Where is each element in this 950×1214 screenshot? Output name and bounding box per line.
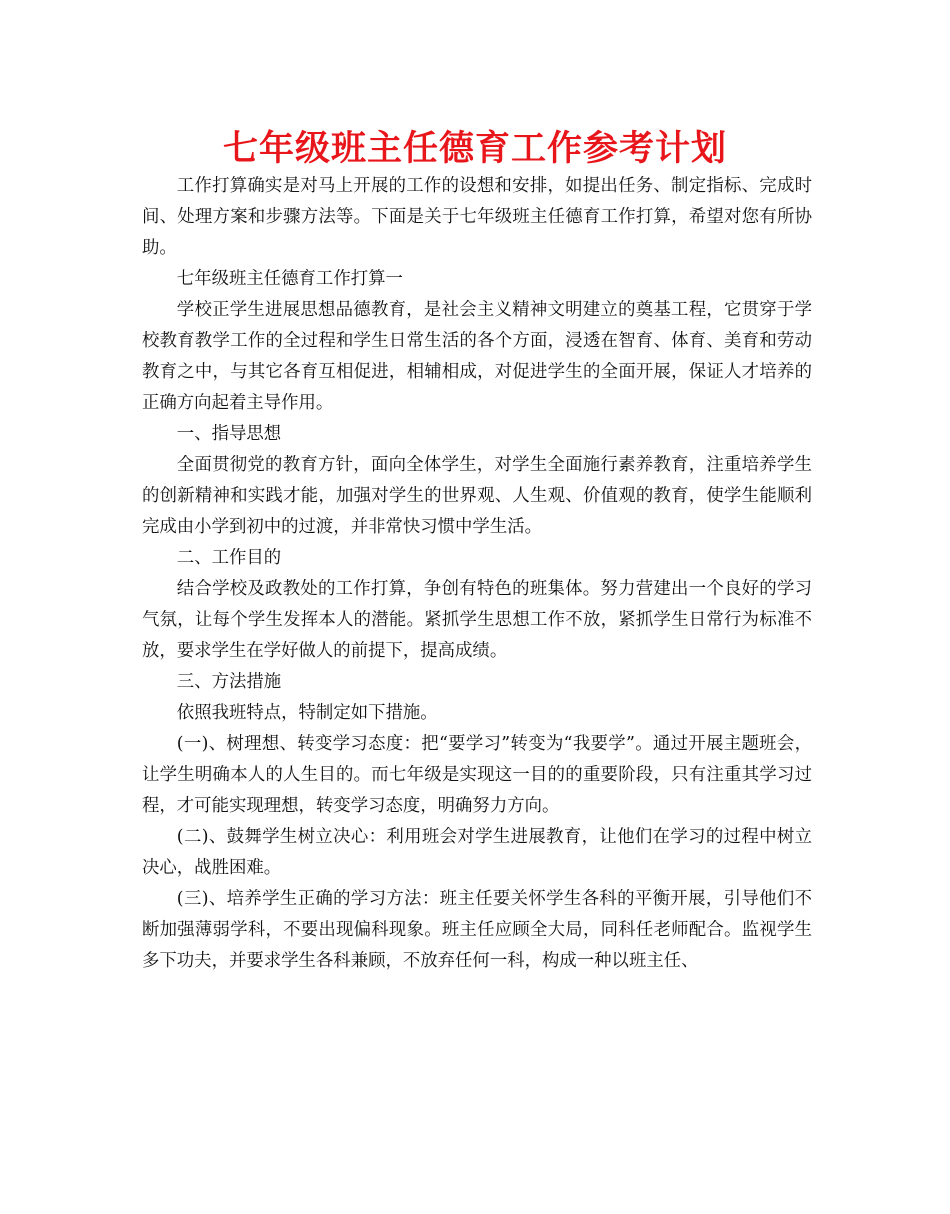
heading-methods: 三、方法措施: [176, 672, 282, 692]
document-body: [142, 171, 812, 977]
heading-guiding-ideology: 一、指导思想: [176, 424, 282, 444]
heading-work-goals: 二、工作目的: [176, 548, 282, 568]
measure-3-paragraph: (三)、培养学生正确的学习方法：班主任要关怀学生各科的平衡开展，引导他们不断加强薄弱学科，不要出现偏科现象。班主任应顾全大局，同科任老师配合。监视学生多下功夫，并要求学生各科兼顾，不放弃任何一科，构成一种以班主任、: [142, 889, 812, 971]
guiding-ideology-paragraph: 全面贯彻党的教育方针，面向全体学生，对学生全面施行素养教育，注重培养学生的创新精神和实践才能，加强对学生的世界观、人生观、价值观的教育，使学生能顺利完成由小学到初中的过渡，并非常快习惯中学生活。: [142, 455, 812, 537]
measure-2-paragraph: (二)、鼓舞学生树立决心：利用班会对学生进展教育，让他们在学习的过程中树立决心，战胜困难。: [142, 827, 812, 878]
document-title: 七年级班主任德育工作参考计划: [222, 129, 727, 169]
methods-intro-paragraph: 依照我班特点，特制定如下措施。: [176, 703, 438, 723]
section-plan-heading: 七年级班主任德育工作打算一: [176, 269, 403, 289]
intro-paragraph: 工作打算确实是对马上开展的工作的设想和安排，如提出任务、制定指标、完成时间、处理方案和步骤方法等。下面是关于七年级班主任德育工作打算，希望对您有所协助。: [142, 176, 812, 258]
measure-1-paragraph: (一)、树理想、转变学习态度：把“要学习”转变为“我要学”。通过开展主题班会，让学生明确本人的人生目的。而七年级是实现这一目的的重要阶段，只有注重其学习过程，才可能实现理想，转变学习态度，明确努力方向。: [142, 734, 812, 816]
overview-paragraph: 学校正学生进展思想品德教育，是社会主义精神文明建立的奠基工程，它贯穿于学校教育教学工作的全过程和学生日常生活的各个方面，浸透在智育、体育、美育和劳动教育之中，与其它各育互相促进，相辅相成，对促进学生的全面开展，保证人才培养的正确方向起着主导作用。: [142, 300, 812, 413]
work-goals-paragraph: 结合学校及政教处的工作打算，争创有特色的班集体。努力营建出一个良好的学习气氛，让每个学生发挥本人的潜能。紧抓学生思想工作不放，紧抓学生日常行为标准不放，要求学生在学好做人的前提下，提高成绩。: [142, 579, 812, 661]
